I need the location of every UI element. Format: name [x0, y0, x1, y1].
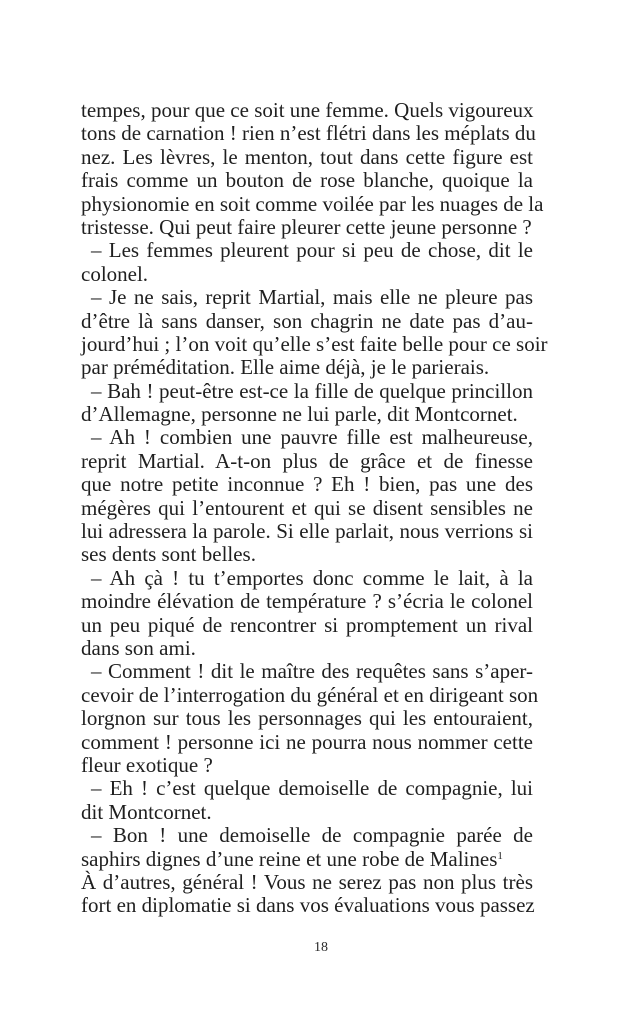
text-line: fort en diplomatie si dans vos évaluations vous passez	[81, 893, 535, 918]
text-line: comment ! personne ici ne pourra nous nommer cette	[81, 729, 533, 754]
text-line: colonel.	[81, 261, 149, 286]
text-line: lui adressera la parole. Si elle parlait, nous verrions si	[81, 519, 533, 544]
text-line: par préméditation. Elle aime déjà, je le parierais.	[81, 355, 490, 380]
text-line: mégères qui l’entourent et qui se disent sensibles ne	[81, 495, 533, 520]
text-line: nez. Les lèvres, le menton, tout dans cette figure est	[81, 144, 533, 169]
text-line: – Bah ! peut-être est-ce la fille de quelque princillon	[91, 378, 533, 403]
text-line: – Comment ! dit le maître des requêtes sans s’aper-	[91, 659, 533, 684]
text-line: un peu piqué de rencontrer si promptement un rival	[81, 612, 533, 637]
text-line-content: saphirs dignes d’une reine et une robe de Malines	[81, 846, 498, 871]
text-line: tristesse. Qui peut faire pleurer cette jeune personne ?	[81, 214, 532, 239]
text-line: jourd’hui ; l’on voit qu’elle s’est faite belle pour ce soir	[81, 331, 548, 356]
text-line: moindre élévation de température ? s’écria le colonel	[81, 589, 533, 614]
text-line: – Ah ! combien une pauvre fille est malheureuse,	[91, 425, 533, 450]
text-line: que notre petite inconnue ? Eh ! bien, pas une des	[81, 472, 533, 497]
page-number: 18	[314, 940, 328, 955]
text-line: – Les femmes pleurent pour si peu de chose, dit le	[91, 238, 533, 263]
text-line: physionomie en soit comme voilée par les nuages de la	[81, 191, 544, 216]
text-line: cevoir de l’interrogation du général et en dirigeant son	[81, 682, 539, 707]
text-line: d’Allemagne, personne ne lui parle, dit Montcornet.	[81, 402, 518, 427]
text-line: frais comme un bouton de rose blanche, quoique la	[81, 168, 533, 193]
text-line: dit Montcornet.	[81, 799, 212, 824]
text-line: tons de carnation ! rien n’est flétri dans les méplats du	[81, 121, 536, 146]
text-line: dans son ami.	[81, 635, 196, 660]
body-text	[81, 98, 548, 918]
text-line: lorgnon sur tous les personnages qui les entouraient,	[81, 706, 533, 731]
text-line: reprit Martial. A-t-on plus de grâce et de finesse	[81, 448, 533, 473]
text-line: – Ah çà ! tu t’emportes donc comme le lait, à la	[91, 565, 533, 590]
text-line: – Eh ! c’est quelque demoiselle de compagnie, lui	[91, 776, 533, 801]
text-line-with-footnote	[81, 848, 533, 871]
text-line: tempes, pour que ce soit une femme. Quels vigoureux	[81, 98, 534, 122]
text-line: – Je ne sais, reprit Martial, mais elle ne pleure pas	[91, 285, 533, 310]
text-line: À d’autres, général ! Vous ne serez pas non plus très	[81, 869, 533, 894]
text-line: d’être là sans danser, son chagrin ne date pas d’au-	[81, 308, 533, 333]
footnote-marker: 1	[497, 849, 503, 862]
text-line: – Bon ! une demoiselle de compagnie parée de	[91, 823, 533, 848]
text-line: fleur exotique ?	[81, 752, 213, 777]
text-line: ses dents sont belles.	[81, 542, 256, 567]
